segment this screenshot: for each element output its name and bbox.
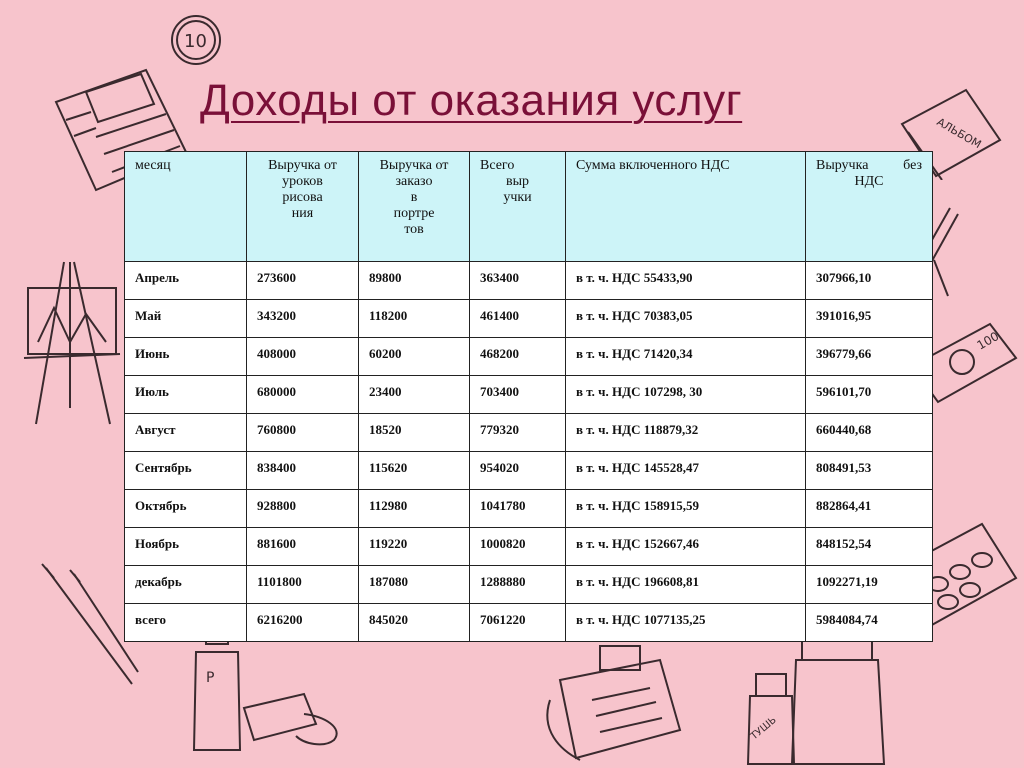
cell-lessons: 680000 [247, 376, 359, 414]
cell-net: 808491,53 [806, 452, 933, 490]
cell-portraits: 119220 [359, 528, 470, 566]
cell-lessons: 273600 [247, 262, 359, 300]
cell-net: 307966,10 [806, 262, 933, 300]
cell-total: 703400 [470, 376, 566, 414]
cell-portraits: 187080 [359, 566, 470, 604]
table-row [125, 604, 933, 642]
cell-vat: в т. ч. НДС 152667,46 [566, 528, 806, 566]
cell-net: 660440,68 [806, 414, 933, 452]
cell-total: 461400 [470, 300, 566, 338]
cell-month: всего [125, 604, 247, 642]
table-row [125, 300, 933, 338]
cell-vat: в т. ч. НДС 70383,05 [566, 300, 806, 338]
cell-lessons: 408000 [247, 338, 359, 376]
cell-lessons: 838400 [247, 452, 359, 490]
header-lessons: Выручка от уроков рисова ния [247, 152, 359, 262]
cell-month: Сентябрь [125, 452, 247, 490]
bottle-label: P [206, 670, 215, 686]
cell-month: Апрель [125, 262, 247, 300]
cell-total: 468200 [470, 338, 566, 376]
cell-month: Июнь [125, 338, 247, 376]
cell-vat: в т. ч. НДС 158915,59 [566, 490, 806, 528]
cell-net: 848152,54 [806, 528, 933, 566]
cell-portraits: 845020 [359, 604, 470, 642]
table-row [125, 414, 933, 452]
cell-month: Июль [125, 376, 247, 414]
cell-net: 5984084,74 [806, 604, 933, 642]
cell-portraits: 118200 [359, 300, 470, 338]
cell-month: Октябрь [125, 490, 247, 528]
cell-vat: в т. ч. НДС 145528,47 [566, 452, 806, 490]
page-title: Доходы от оказания услуг [200, 76, 743, 125]
cell-portraits: 18520 [359, 414, 470, 452]
table-row [125, 452, 933, 490]
cell-total: 779320 [470, 414, 566, 452]
header-month: месяц [125, 152, 247, 262]
cell-net: 882864,41 [806, 490, 933, 528]
table-row [125, 490, 933, 528]
cell-net: 596101,70 [806, 376, 933, 414]
jar-icon [744, 636, 904, 768]
jar-label: ТУШЬ [748, 714, 779, 743]
banknote-label: 100 [974, 329, 1002, 353]
cell-lessons: 343200 [247, 300, 359, 338]
cell-total: 954020 [470, 452, 566, 490]
cell-month: Август [125, 414, 247, 452]
cell-net: 1092271,19 [806, 566, 933, 604]
cell-vat: в т. ч. НДС 1077135,25 [566, 604, 806, 642]
cell-month: Ноябрь [125, 528, 247, 566]
table-row [125, 376, 933, 414]
header-portraits: Выручка от заказо в портре тов [359, 152, 470, 262]
cell-portraits: 23400 [359, 376, 470, 414]
cell-total: 1288880 [470, 566, 566, 604]
cell-lessons: 760800 [247, 414, 359, 452]
cell-portraits: 60200 [359, 338, 470, 376]
cell-month: Май [125, 300, 247, 338]
header-vat: Сумма включенного НДС [566, 152, 806, 262]
cell-lessons: 881600 [247, 528, 359, 566]
income-table [124, 151, 933, 642]
album-label: АЛЬБОМ [934, 115, 984, 152]
cell-vat: в т. ч. НДС 118879,32 [566, 414, 806, 452]
cell-vat: в т. ч. НДС 196608,81 [566, 566, 806, 604]
cell-total: 1041780 [470, 490, 566, 528]
cell-vat: в т. ч. НДС 71420,34 [566, 338, 806, 376]
cell-net: 391016,95 [806, 300, 933, 338]
table-header-row [125, 152, 933, 262]
table-row [125, 566, 933, 604]
cell-net: 396779,66 [806, 338, 933, 376]
cash-register-icon [540, 640, 700, 768]
cell-total: 1000820 [470, 528, 566, 566]
header-net: Выручка без НДС [806, 152, 933, 262]
coin-label: 10 [184, 31, 207, 52]
cell-vat: в т. ч. НДС 107298, 30 [566, 376, 806, 414]
table-row [125, 262, 933, 300]
cell-lessons: 6216200 [247, 604, 359, 642]
table-row [125, 528, 933, 566]
cell-vat: в т. ч. НДС 55433,90 [566, 262, 806, 300]
cell-total: 7061220 [470, 604, 566, 642]
cell-month: декабрь [125, 566, 247, 604]
easel-icon [14, 258, 126, 428]
table-row [125, 338, 933, 376]
cell-portraits: 89800 [359, 262, 470, 300]
cell-lessons: 928800 [247, 490, 359, 528]
coin-icon [166, 12, 226, 68]
cell-total: 363400 [470, 262, 566, 300]
cell-lessons: 1101800 [247, 566, 359, 604]
cell-portraits: 115620 [359, 452, 470, 490]
header-total: Всего выр учки [470, 152, 566, 262]
cell-portraits: 112980 [359, 490, 470, 528]
